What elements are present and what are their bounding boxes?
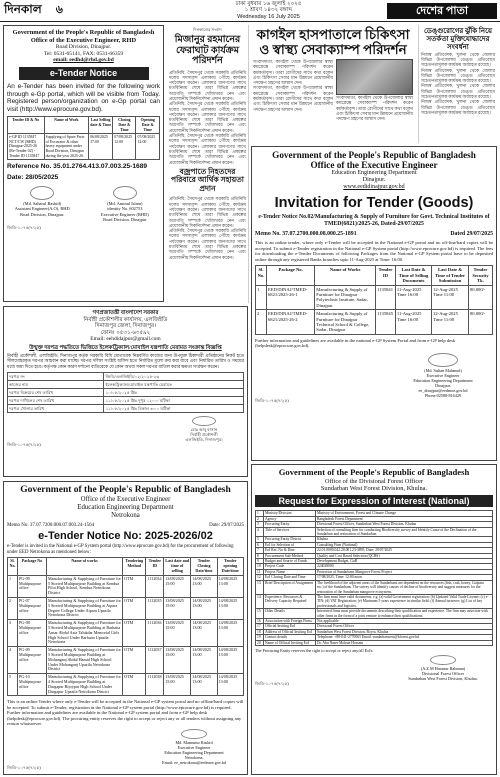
table-cell: ১০/০৮/২০২৫ খ্রিঃ	[104, 388, 244, 396]
ad-gov-title: Government of the People's Republic of Bangladesh	[12, 29, 155, 36]
table-cell: Title of Services	[264, 527, 316, 537]
table-row	[8, 134, 160, 160]
table-cell: Protection of Sundarbans Mangrove Forest Project	[316, 569, 493, 574]
table-cell: 06/08/2025 17:00	[89, 134, 113, 160]
main-headline: কাগইল হাসপাতালে চিকিৎসা ও স্বাস্থ্য সেবাক্যাম্প পরিদর্শন	[256, 27, 410, 57]
table-row	[8, 404, 244, 412]
forest-eoi-ad	[251, 464, 497, 775]
eed-tender-table	[255, 265, 493, 334]
table-cell: 14	[256, 594, 264, 608]
table-cell: Contact details	[264, 635, 316, 640]
news-main-text-col	[253, 59, 333, 121]
rhd-tender-table	[7, 116, 160, 160]
table-cell: 13/08/2025 15:00	[164, 674, 191, 696]
table-cell: Supplying of Spare Parts of Excavator & other heavy equipment under Road Division, Dinajpur during the year 2025-26.	[44, 134, 89, 160]
signature-block	[7, 416, 244, 442]
table-cell: PG-09 Multipurpose office	[18, 647, 47, 674]
table-cell: ১১/০৮/২০২৫ খ্রিঃ বিকাল ৩:০০ ঘটিকা	[104, 404, 244, 412]
table-cell: EED/DINAJ/TMED-6821/2025-26-1	[267, 285, 315, 310]
table-header-row	[8, 558, 244, 575]
table-cell: Sundarban West Forest Division, Boyra, Khulna	[316, 629, 493, 634]
news-text: প্রতিনিধি, সৈয়দপুর থেকে সরকারি প্রতিনিধি দলের সদস্যবৃন্দ এলাকায় পৌঁছে কার্যক্রম পর্যবেক্ষণ করেন। এলাকার জনগণের সাথে মতবিনিময় শেষে তারা বিভিন্ন প্রকল্পের অগ্রগতি সম্পর্কে খোঁজখবর নেন এবং প্রয়োজনীয় দিকনির্দেশনা প্রদান করেন।	[169, 69, 246, 101]
ad-gov-title: Government of the People's Republic of Bangladesh	[278, 467, 470, 477]
table-cell: 17/08/2025, Time: 12:00 noon	[316, 575, 493, 580]
ad-memo: Memo No. 37.07.7200.000.07.003.24-1564	[7, 523, 95, 528]
table-cell: 14/08/2025 13:00	[191, 575, 217, 597]
news-text: প্রতিনিধি, সৈয়দপুর থেকে সরকারি প্রতিনিধি দলের সদস্যবৃন্দ এলাকায় পৌঁছে কার্যক্রম পর্যবেক্ষণ করেন। এলাকার জনগণের সাথে মতবিনিময় শেষে তারা বিভিন্ন প্রকল্পের অগ্রগতি সম্পর্কে খোঁজখবর নেন এবং প্রয়োজনীয় দিকনির্দেশনা প্রদান করেন।	[169, 101, 246, 133]
table-cell: Consulting Firm (National)	[316, 542, 493, 547]
table-cell: 80,000/-	[468, 310, 492, 335]
table-cell: Divisional Forest Officer	[316, 624, 493, 629]
table-cell: Name of Official Inviting EoI	[264, 640, 316, 645]
table-cell: 20	[256, 640, 264, 645]
signature	[393, 655, 493, 681]
table-row	[8, 597, 244, 619]
paper-name: দিনকাল	[4, 1, 42, 16]
table-cell: 1135841	[376, 285, 396, 310]
table-cell: 14/08/2025 13:00	[191, 620, 217, 647]
table-row	[256, 609, 493, 619]
table-header: Last Selling date & Time	[89, 117, 113, 134]
signature-scribble	[192, 416, 216, 426]
table-cell: Budget and Source of Funds	[264, 559, 316, 564]
ad-ref-code: জিডি-১০৭৫(৭/২৫)	[7, 764, 41, 770]
official-seal	[113, 186, 137, 200]
ad-banner: Request for Expression of Interest (National)	[255, 495, 493, 507]
table-cell: 18	[256, 629, 264, 634]
table-cell: 6	[256, 542, 264, 547]
news-text: প্রতিনিধি, সৈয়দপুর থেকে সরকারি প্রতিনিধি দলের সদস্যবৃন্দ এলাকায় পৌঁছে কার্যক্রম পর্যবেক্ষণ করেন। এলাকার জনগণের সাথে মতবিনিময় শেষে তারা বিভিন্ন প্রকল্পের অগ্রগতি সম্পর্কে খোঁজখবর নেন এবং প্রয়োজনীয় দিকনির্দেশনা প্রদান করেন।	[169, 133, 246, 165]
masthead-date	[150, 1, 387, 21]
table-cell: Project Code	[264, 564, 316, 569]
table-cell: 13/08/2025 15:00	[164, 647, 191, 674]
table-cell: Telephone: +88-041-2770065 Email: sundarbanwest@bforest.gov.bd	[316, 635, 493, 640]
ad-foot: Further information and guidelines are available in the national e-GP System Portal and from e-GP help desk (helpdesk@eprocure.gov.bd).	[255, 337, 456, 349]
table-cell: Experience, Resources & Delivery Capacity Required	[264, 594, 316, 608]
ad-gov-title: Government of the People's Republic of Bangladesh	[20, 485, 231, 495]
table-header: Tender ID & No	[8, 117, 45, 134]
table-cell: কাজের নাম	[8, 380, 104, 388]
ad-foot: This is an online Tender where only e-Tender will be accepted in the National e-GP system portal and no offline/hard copies will be accepted. To submit e-Tender, registration in the National e-GP system portal (http://www.eprocure.gov.bd) is required. Further information and guidelines are available in the National e-GP system portal and from e-GP help desk (helpdesk@eprocure.gov.bd). The procuring entity reserves the right to accept or reject any or all tenders without assigning any reason whatsoever.	[7, 699, 244, 727]
table-cell: OTM	[123, 674, 146, 696]
table-row	[8, 388, 244, 396]
table-cell: The livelihood of the adjacent areas of the Sundarbans are dependent on the resources (fish, crab, honey, Golpata etc.) of the Sundarbans. The survey will identify causes of decline of biodiversity and suggest measures for the restoration of the Sundarban mangrove ecosystem.	[316, 580, 493, 594]
ad-office-3: Netrokona	[111, 512, 140, 519]
signature-scribble	[430, 655, 456, 665]
table-row	[256, 580, 493, 594]
signature-scribble	[30, 186, 54, 200]
news-main	[251, 25, 415, 143]
signature-text: মোঃ আবু হাসান নির্বাহী প্রকৌশলী এলজিইডি, দিনাজপুর।	[185, 426, 223, 442]
table-cell: 13/08/2025 15:00	[164, 597, 191, 619]
table-cell: EoI Closing Date and Time	[264, 575, 316, 580]
table-cell: 13	[256, 580, 264, 594]
date-en: Wednesday 16 July 2025	[237, 13, 300, 20]
news-text: নিজস্ব প্রতিবেদক, খুলনা থেকে জেলার বিভিন্ন উপজেলায় ডেঙ্গু প্রতিরোধে সচেতনতামূলক কার্যক্রম অব্যাহত রয়েছে।	[421, 99, 495, 115]
table-cell: 14/08/2025 13:00	[191, 647, 217, 674]
date-bn2: ১ শ্রাবণ ১৪৩২ বঙ্গাব্দ	[244, 7, 293, 14]
table-cell: EoI Ref. No & Date	[264, 548, 316, 553]
table-cell: 1112038	[146, 674, 164, 696]
table-cell: ইলেকট্রিক্যাল/মোবাইল যন্ত্রপাতি মেরামত	[104, 380, 244, 388]
signature-row	[7, 186, 160, 222]
table-cell: 4	[8, 647, 18, 674]
ad-district: দিনাজপুর জেলা, দিনাজপুর।	[95, 323, 156, 329]
table-cell: Address of Official Inviting EoI	[264, 629, 316, 634]
table-header: Tender ID	[376, 266, 396, 285]
news-text: সংবাদদাতা, কাগইল থেকে উপজেলার স্বাস্থ্য কমপ্লেক্সে সেবাক্যাম্প পরিদর্শন করেন কর্মকর্তাবৃন্দ। তারা রোগীদের সাথে কথা বলেন এবং চিকিৎসা সেবার মান উন্নয়নে প্রয়োজনীয় পদক্ষেপ গ্রহণের আশ্বাস দেন।	[336, 95, 413, 122]
table-header: Last date and time of selling	[164, 558, 191, 575]
ad-date: Date: 29/07/2025	[209, 523, 244, 528]
ad-office-2: Sundarban West Forest Division, Khulna.	[320, 485, 428, 492]
rhd-tender-ad	[3, 25, 164, 302]
table-cell: Manufacturing & Supplying of Furniture for 5 Storied Multipurpose Building at Kendua Pilot High School, Kendua Netrokona District	[47, 575, 123, 597]
table-cell: দরপত্র দাখিলের শেষ তারিখ	[8, 396, 104, 404]
table-cell: 12-Aug-2025 Time 11:00	[432, 310, 469, 335]
table-cell: 14/08/2025 13:00	[191, 597, 217, 619]
table-cell: দরপত্র খোলার তারিখ	[8, 404, 104, 412]
ad-phone: ফোনঃ ০৫৩১-৬৩৫৯২	[100, 329, 151, 336]
table-cell: 1	[8, 575, 18, 597]
news-main-right-col	[336, 59, 413, 121]
table-cell: EED/DINAJ/TMED-6821/2025-26-2	[267, 310, 315, 335]
table-header: Tendering Method	[123, 558, 146, 575]
table-header-row	[256, 266, 493, 285]
news-kicker: দিনকালের সংবাদ	[193, 27, 222, 32]
ad-gov-title: গণপ্রজাতন্ত্রী বাংলাদেশ সরকার	[92, 310, 159, 316]
table-header: Name of works	[47, 558, 123, 575]
table-row	[256, 310, 493, 335]
table-cell: OTM	[123, 575, 146, 597]
signature-text: (Md. Sultan Mahmud) Executive Engineer Education Engineering Department Dinajpur. ee_dinajpur@eedmoe.gov.bd Phone:02588-816429	[413, 367, 473, 398]
table-cell: 14/08/2025 13:00	[217, 647, 243, 674]
table-header: Tender ID	[146, 558, 164, 575]
news-text: নিজস্ব প্রতিবেদক, খুলনা থেকে জেলার বিভিন্ন উপজেলায় ডেঙ্গু প্রতিরোধে সচেতনতামূলক কার্যক্রম অব্যাহত রয়েছে।	[421, 83, 495, 99]
table-row	[256, 527, 493, 537]
table-header: Package No	[18, 558, 47, 575]
table-cell: 17	[256, 624, 264, 629]
table-cell: Ministry of Environment, Forest and Climate Change	[316, 511, 493, 516]
ad-ref-code: জিডি-১০৭৫(৭/২৫)	[255, 680, 289, 686]
table-cell: PG-07 Multipurpose office	[18, 597, 47, 619]
ad-road-division: Road Division, Dinajpur.	[55, 44, 112, 51]
ad-memo: Memo No. 37.07.2700.000.08.000.25-1891	[255, 231, 357, 238]
signature-text: (Md. Aminul Islam) identity No. 602753 Executive Engineer (RHD) Road Division, Dinajpur	[100, 201, 149, 222]
table-header: Closing Date & Time	[113, 117, 136, 134]
news-text: নিজস্ব প্রতিবেদক, খুলনা থেকে জেলার বিভিন্ন উপজেলায় ডেঙ্গু প্রতিরোধে সচেতনতামূলক কার্যক্রম অব্যাহত রয়েছে।	[421, 67, 495, 84]
table-cell: 1112036	[146, 620, 164, 647]
table-cell: Procurement Sub-Method	[264, 553, 316, 558]
signature-block	[7, 729, 244, 765]
news-photo	[336, 59, 413, 95]
eed-netrokona-ad	[3, 481, 248, 775]
table-cell: Manufacturing & Supplying of Furniture for 5 Storied Multipurpose Building at Barhatta Ansar Abdul Aziz Talukdar Memorial Girls High School Under Barhatta Upazila Netrokona	[47, 620, 123, 647]
table-header: Name of Work	[44, 117, 89, 134]
table-cell: Brief Description of Assignment	[264, 580, 316, 594]
table-row	[8, 372, 244, 380]
table-cell: Quality and Cost Based Selection (QCBS)	[316, 553, 493, 558]
table-header: Sl. No.	[256, 266, 267, 285]
section-title: দেশের পাতা	[387, 3, 497, 19]
table-cell: জিডি/এলজিইডি/০২/২০২৫-২৬	[104, 372, 244, 380]
ad-gov-title: Government of the People's Republic of Bangladesh	[272, 150, 476, 160]
table-cell: 4	[256, 527, 264, 537]
table-cell: দরপত্র নং	[8, 372, 104, 380]
lged-bangla-ad	[3, 306, 248, 477]
table-cell: 11-Aug-2025 Time 16:00	[395, 285, 431, 310]
table-cell: 2	[256, 516, 264, 521]
right-headline: ডেঙ্গুরোগের ঝুঁকি নিয়ে সতর্কতা মুক্তিযোদ্ধাদের সংবর্ধনা	[423, 27, 493, 52]
masthead-left	[0, 1, 150, 21]
table-cell: 19	[256, 635, 264, 640]
table-cell: 224028000	[316, 564, 493, 569]
table-row	[8, 380, 244, 388]
table-cell: 5	[8, 674, 18, 696]
table-cell: Association with Foreign Firms	[264, 618, 316, 623]
table-row	[256, 594, 493, 608]
table-cell: Manufacturing & Supplying of Furniture for 5 Storied Multipurpose Building at Mohanganj Abdul Hamid High School Under Mohanganj Upazila Netrokona District	[47, 647, 123, 674]
table-cell: 1	[256, 285, 267, 310]
table-cell: OTM	[123, 647, 146, 674]
signature-right	[90, 186, 160, 222]
table-cell: PG-08 Multipurpose office	[18, 620, 47, 647]
ad-meta	[255, 231, 493, 237]
table-cell: OTM	[123, 597, 146, 619]
date-bn: ঢাকা বুধবার ১৬ জুলাই ২০২৫	[235, 0, 302, 7]
ad-tel: Tel: 0531-65141, FAX: 0531-66359	[43, 50, 124, 57]
table-row	[8, 396, 244, 404]
table-cell: Manufacturing & Supply of Furniture for Dinajpur Polytechnic Institute, Sadar, Dinajpur	[315, 285, 376, 310]
bn-tender-table	[7, 372, 244, 413]
ad-email: Email: eehdidajpur@gmail.com	[90, 336, 161, 342]
table-cell: Divisional Forest Officer, Sundarban West Forest Division, Khulna	[316, 522, 493, 527]
table-cell: 80,000/-	[468, 285, 492, 310]
table-cell: Development Budget, GoB	[316, 559, 493, 564]
table-cell: e-GP ID 1135847 NCT/CW (RHD) Dinajpur-2025-26 (Re-Tender 02) - Tender ID 1135847	[8, 134, 45, 160]
table-cell: OTM	[123, 620, 146, 647]
signature	[393, 353, 493, 398]
news-text: সংবাদদাতা, কাগইল থেকে উপজেলার স্বাস্থ্য কমপ্লেক্সে সেবাক্যাম্প পরিদর্শন করেন কর্মকর্তাবৃন্দ। তারা রোগীদের সাথে কথা বলেন এবং চিকিৎসা সেবার মান উন্নয়নে প্রয়োজনীয় পদক্ষেপ গ্রহণের আশ্বাস দেন।	[253, 85, 333, 112]
table-header: Tender Closing Date/time	[191, 558, 217, 575]
table-cell: 14/08/2025 13:00	[217, 620, 243, 647]
table-cell: 07/08/2025 12:00	[113, 134, 136, 160]
table-cell: 14/08/2025 13:00	[191, 674, 217, 696]
news-text: প্রতিনিধি, সৈয়দপুর থেকে সরকারি প্রতিনিধি দলের সদস্যবৃন্দ এলাকায় পৌঁছে কার্যক্রম পর্যবেক্ষণ করেন। এলাকার জনগণের সাথে মতবিনিময় শেষে তারা বিভিন্ন প্রকল্পের অগ্রগতি সম্পর্কে খোঁজখবর নেন এবং প্রয়োজনীয় দিকনির্দেশনা প্রদান করেন।	[169, 196, 246, 228]
table-cell: 15	[256, 609, 264, 619]
ad-intro: e-Tender is invited in the National e-GP System portal (http://www.eprocure.gov.bd) for the procurement of following under EED Netrokona as mentioned below:	[7, 544, 234, 555]
ad-dated: Dated 29/07/2025	[450, 231, 493, 238]
ad-date: Date: 28/05/2025	[7, 174, 59, 182]
table-cell: 5	[256, 537, 264, 542]
signature-text: Md. Mamunur Rashid Executive Engineer Education Engineering Department Netrokona. Email: ee_netrokona@eedmoe.gov.bd	[162, 739, 226, 765]
table-cell: 14/08/2025 13:00	[217, 597, 243, 619]
table-cell: 1135845	[376, 310, 396, 335]
ad-office-2: Education Engineering Department	[331, 170, 417, 177]
table-cell: 14/08/2025 13:00	[217, 575, 243, 597]
ad-ref-code: জিডি-১০৭৫(৭/২৫)	[7, 441, 41, 447]
table-cell: 1112037	[146, 647, 164, 674]
table-cell: Manufacturing & Supplying of Furniture for 4 Storied Multipurpose Building at Durgapur Bijoypur High School Under Durgapur Upazila Netrokona District	[47, 674, 123, 696]
table-cell: 13/08/2025 15:00	[164, 620, 191, 647]
table-cell: 8	[256, 553, 264, 558]
table-row	[8, 575, 244, 597]
ad-ref-code: জিডি-১০৭৫(৭/২৫)	[255, 397, 289, 403]
ad-title: উন্মুক্ত দরপত্র পদ্ধতিতে ভিত্তিতে ইলেকট্রিক্যাল/মোবাইল যন্ত্রপাতি মেরামত সংক্রান্ত বিজ্ঞপ্তি	[29, 344, 222, 351]
signature-text: (Md. Saharul Rashid) Assistant Engineer(A.O), RHD Road Division, Dinajpur.	[14, 201, 70, 217]
table-cell: EoI for Selection of	[264, 542, 316, 547]
eoi-table	[255, 510, 493, 646]
table-cell: Interested firms must provide documents describing their qualification and experience. The firm may associate with other firms in the form of a joint venture to enhance their qualifications.	[316, 609, 493, 619]
table-cell: Official Inviting EoI	[264, 624, 316, 629]
news-text: প্রতিনিধি, সৈয়দপুর থেকে সরকারি প্রতিনিধি দলের সদস্যবৃন্দ এলাকায় পৌঁছে কার্যক্রম পর্যবেক্ষণ করেন। এলাকার জনগণের সাথে মতবিনিময় শেষে তারা বিভিন্ন প্রকল্পের অগ্রগতি সম্পর্কে খোঁজখবর নেন এবং প্রয়োজনীয় দিকনির্দেশনা প্রদান করেন।	[169, 228, 246, 260]
table-cell: 2	[8, 597, 18, 619]
table-cell: PG-09 Multipurpose office	[18, 575, 47, 597]
signature	[164, 416, 244, 442]
signature-text: (A.Z.M Hasanur Rahman) Divisional Forest Officer Sundarban West Forest Division, Khulna.	[408, 665, 478, 681]
table-cell: 16	[256, 618, 264, 623]
table-header-row	[8, 117, 160, 134]
ad-banner: e-Tender Notice	[19, 67, 149, 80]
news-headline-2: বজ্রপাতে নিহতদের পরিবারে আর্থিক সহায়তা প্রদান	[171, 166, 244, 193]
ad-body: An e-Tender has been invited for the following work through e-Gp portal, which will be visible from Today. Registered person/organization on e-Gp portal can visit (http://www.eprocure.gov.bd).	[7, 82, 160, 113]
table-row	[256, 285, 493, 310]
table-cell: Bangladesh Forest Department	[316, 516, 493, 521]
page-number: ৬	[55, 4, 63, 16]
ad-body: This is an online tender, where only e-Tender will be accepted in the National e-GP portal and no off-line/hard copies will be accepted. To submit e-Tender registration in the National e-GP System portal (http://www.eprocure.gov.bd) is required. The fees for downloading the e-Tender Documents of following Packages from the National e-GP System portal have to be deposited online through any registered Banks branches upto 11-Aug-2025 at Time: 16:00.	[255, 240, 493, 262]
ad-foot: The Procuring Entity reserves the right to accept or reject any/all EoIs.	[255, 647, 374, 653]
table-header: Tender opening Date/time	[217, 558, 243, 575]
table-cell: Other Details	[264, 609, 316, 619]
ad-website: www.eedidinajpur.gov.bd	[343, 184, 405, 191]
ad-office: Office of the Executive Engineer	[310, 160, 438, 171]
table-cell: 3	[8, 620, 18, 647]
table-cell: 12	[256, 575, 264, 580]
ad-office: নির্বাহী প্রকৌশলীর কার্যালয়, এলজিইডি	[83, 316, 168, 323]
table-cell: 1112035	[146, 597, 164, 619]
table-cell: দরপত্র বিক্রয়ের শেষ তারিখ	[8, 388, 104, 396]
table-cell: Selection of consulting firm for conducting Biodiversity survey and Identify Cause of the Declination of the Sundarban and restoration of Sundarban	[316, 527, 493, 537]
table-cell: Manufacturing & Supplying of Furniture for 5 Storied Multipurpose Building at Atpara Degree College Under Atpara Upazila Netrokona District	[47, 597, 123, 619]
table-cell: Procuring Entity District	[264, 537, 316, 542]
table-cell: 14/08/2025 13:00	[217, 674, 243, 696]
table-cell: 7	[256, 548, 264, 553]
ad-office: Office of the Executive Engineer, RHD	[30, 36, 137, 44]
news-side-column	[167, 25, 249, 303]
table-row	[8, 647, 244, 674]
table-cell: PG-10 Multipurpose office	[18, 674, 47, 696]
signature-scribble	[181, 729, 207, 739]
table-cell: Khulna	[316, 537, 493, 542]
netro-tender-table	[7, 557, 244, 696]
table-cell: Ministry/Division	[264, 511, 316, 516]
table-row	[8, 674, 244, 696]
table-header: Tender Security Tk.	[468, 266, 492, 285]
table-cell: 11	[256, 569, 264, 574]
table-cell: Dr. Abu Naser Mohsin Hossain	[316, 640, 493, 645]
table-cell: 10	[256, 564, 264, 569]
table-cell: 3	[256, 522, 264, 527]
table-row	[256, 640, 493, 645]
ad-notice: e-Tender Notice No.02/Manufacturing & Supply of Furniture for Govt. Technical Institutes of TMED(6821)/2025-26, Dated-29/07/2025	[258, 214, 490, 228]
ad-title: e-Tender Notice No: 2025-2026/02	[38, 530, 213, 542]
table-cell: 1	[256, 511, 264, 516]
table-cell: 22.01.0000.042.20.001.23-3895, Date: 29/07/2025	[316, 548, 493, 553]
signature-block	[255, 655, 493, 681]
table-cell: 9	[256, 559, 264, 564]
table-cell: 11-Aug-2025 Time 16:00	[395, 310, 431, 335]
table-cell: 12-Aug-2025 Time 11:00	[432, 285, 469, 310]
ad-title: Invitation for Tender (Goods)	[274, 195, 474, 212]
table-header: Name of Works	[315, 266, 376, 285]
ad-office: Office of the Executive Engineer	[80, 496, 171, 503]
table-cell: The firm must have valid documents, e.g. (a) valid Government registration; (b) Updated Valid Trade License; (c) e-TIN; (d) VAT Registration; (e) Minimum 5 years experience in similar field; (f) Annual turnover; (g) List of key professionals and logistics.	[316, 594, 493, 608]
eed-dinajpur-ad	[251, 146, 497, 461]
ad-meta	[7, 523, 244, 528]
ad-email: email: eedhd@rhd.gov.bd	[53, 57, 114, 64]
ad-office-2: Education Engineering Department	[77, 504, 174, 511]
table-row	[8, 620, 244, 647]
table-header: Package No.	[267, 266, 315, 285]
ad-ref-code: জিডি-১০৭৫(৭/২৫)	[7, 224, 41, 230]
signature-left	[7, 186, 77, 222]
ad-body: নির্বাহী প্রকৌশলী, এলজিইডি, দিনাজপুর কর্তৃক সরকারি বিধি মোতাবেক নিম্নবর্ণিত কাজের জন্য উপযুক্ত ঠিকাদারী প্রতিষ্ঠানের নিকট হতে সীলমোহরকৃত দরপত্র আহবান করা যাচ্ছে। দরপত্র দলিল সংশ্লিষ্ট অফিস হতে নির্ধারিত মূল্যে ক্রয় করা যাবে এবং নির্ধারিত তারিখ ও সময়ের মধ্যে জমা দিতে হবে। কর্তৃপক্ষ কোন কারণ দর্শানো ব্যতিরেকে যে কোন অথবা সকল দরপত্র বাতিল করার ক্ষমতা সংরক্ষণ করেন।	[7, 353, 244, 369]
signature-scribble	[428, 353, 458, 367]
table-cell: 1112034	[146, 575, 164, 597]
news-text: নিজস্ব প্রতিবেদক, খুলনা থেকে জেলার বিভিন্ন উপজেলায় ডেঙ্গু প্রতিরোধে সচেতনতামূলক কার্যক্রম অব্যাহত রয়েছে।	[421, 51, 495, 68]
signature-block	[255, 353, 493, 398]
masthead	[0, 0, 500, 22]
table-header: Opening Date & Time	[136, 117, 160, 134]
news-headline: মিজানুর রহমানের ফেরাঘাট কার্যক্রম পরিদর্শন	[174, 35, 241, 66]
ad-office-3: Dinajpur.	[362, 177, 386, 184]
news-right	[418, 25, 497, 143]
table-cell: Procuring Entity	[264, 522, 316, 527]
table-header: Last Date & Time of Tender Submission	[432, 266, 469, 285]
news-text: সংবাদদাতা, কাগইল থেকে উপজেলার স্বাস্থ্য কমপ্লেক্সে সেবাক্যাম্প পরিদর্শন করেন কর্মকর্তাবৃন্দ। তারা রোগীদের সাথে কথা বলেন এবং চিকিৎসা সেবার মান উন্নয়নে প্রয়োজনীয় পদক্ষেপ গ্রহণের আশ্বাস দেন।	[253, 59, 333, 86]
table-cell: Manufacturing & Supply of Furniture for Dinajpur Technical School & College, Sadar, Dinajpur	[315, 310, 376, 335]
table-cell: Not applicable	[316, 618, 493, 623]
table-cell: 13/08/2025 15:00	[164, 575, 191, 597]
signature	[144, 729, 244, 765]
table-header: Sl. No.	[8, 558, 18, 575]
table-header: Last Date & Time of Selling Documents	[395, 266, 431, 285]
table-cell: Agency	[264, 516, 316, 521]
table-cell: 2	[256, 310, 267, 335]
table-cell: Project Name	[264, 569, 316, 574]
table-cell: 07/08/2025 12:00	[136, 134, 160, 160]
ad-office: Office of the Divisional Forest Officer	[324, 477, 424, 485]
ad-reference: Reference No. 35.01.2764.413.07.003.25-1689	[7, 163, 148, 171]
table-cell: ১১/০৮/২০২৫ খ্রিঃ দুপুর ১২:০০ ঘটিকা	[104, 396, 244, 404]
